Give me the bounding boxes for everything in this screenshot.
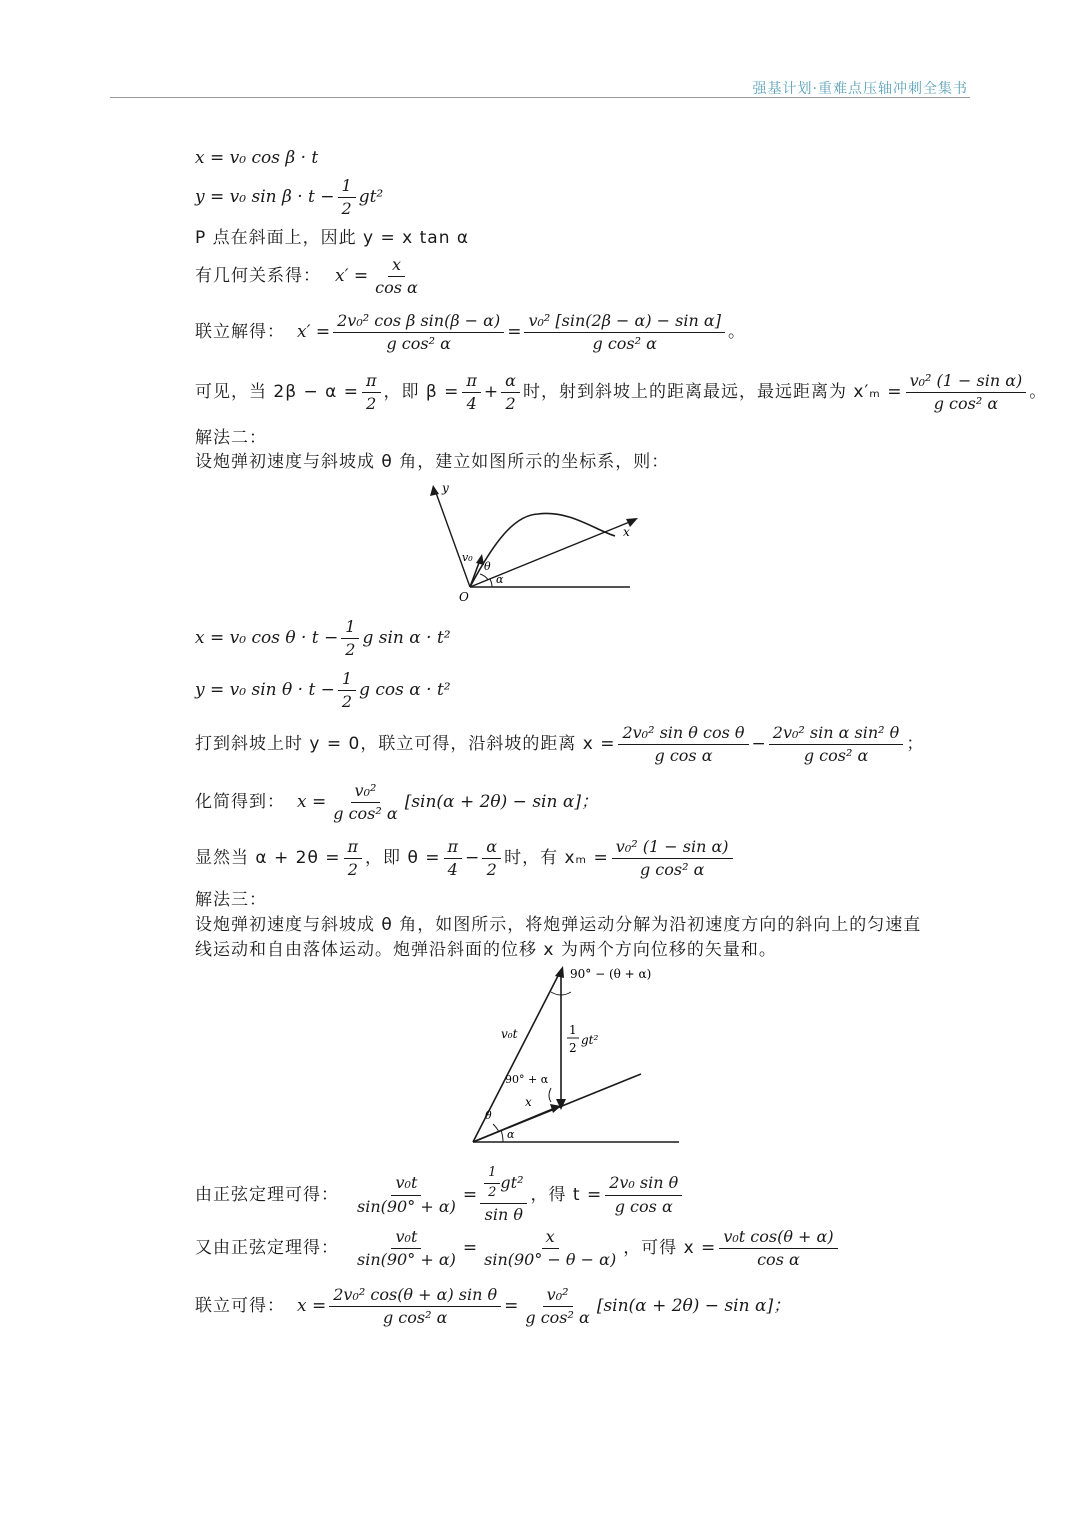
alpha-arc [490, 579, 492, 587]
frac-half-2: $\frac{1}{2}$ [341, 618, 359, 660]
label-theta-2: θ [485, 1109, 492, 1122]
y-axis-arrow [430, 485, 439, 496]
line-method2-result: 显然当 α + 2θ = $\frac{\pi}{2}$ ，即 θ = $\frac{\pi}{4}$ − $\frac{\alpha}{2}$ 时，有 xₘ = $\frac{\text{v₀² (1 − sin α)}}{\text{g cos² α}}$ [195, 838, 736, 880]
frac-sine-2c: $\frac{\text{v₀t cos(θ + α)}}{\text{cos α}}$ [719, 1228, 837, 1270]
trajectory-curve [470, 513, 615, 587]
alpha-arc-2 [501, 1130, 503, 1142]
header-title: 强基计划·重难点压轴冲刺全集书 [752, 81, 968, 97]
frac-max-2: $\frac{\text{v₀² (1 − sin α)}}{\text{g cos² α}}$ [612, 838, 733, 880]
label-half-num: 1 [569, 1023, 577, 1037]
label-top-angle: 90° − (θ + α) [570, 967, 652, 981]
frac-pi-2b: $\frac{\pi}{2}$ [344, 838, 363, 880]
frac-sine-1a: $\frac{\text{v₀t}}{\sin(90^\circ + \alpha)}$ [357, 1173, 456, 1216]
line-solve-1: 联立解得： x′ = $\frac{\text{2v₀² cos β sin(β − α)}}{\text{g cos² α}}$ = $\frac{\text{v₀² [sin(2β − α) − sin α]}}{\text{g cos² α}}$ 。 [195, 311, 745, 354]
frac-sine-1c: $\frac{\text{2v₀ sin θ}}{\text{g cos α}}$ [605, 1174, 682, 1216]
frac-solve-1a: $\frac{\text{2v₀² cos β sin(β − α)}}{\text{g cos² α}}$ [333, 312, 504, 354]
line-p-on-slope: P 点在斜面上，因此 y = x tan α [195, 228, 470, 248]
eq-y-beta-post: gt² [358, 187, 384, 208]
frac-final-b: $\frac{\text{v₀²}}{\text{g cos² α}}$ [525, 1285, 590, 1328]
eq-y-beta-pre: y = v₀ sin β · t − [195, 187, 335, 208]
eq-y-theta: y = v₀ sin θ · t − $\frac{1}{2}$ g cos α · t² [195, 669, 451, 712]
eq-x-beta: x = v₀ cos β · t [195, 148, 319, 168]
label-v0t: v₀t [501, 1027, 518, 1041]
label-x: x [623, 525, 630, 539]
frac-sine-2a: $\frac{\text{v₀t}}{\sin(90^\circ + \alpha)}$ [357, 1227, 456, 1270]
method-2-heading: 解法二： [195, 428, 267, 448]
line-sine-law-2: 又由正弦定理得： $\frac{\text{v₀t}}{\sin(90^\circ + \alpha)}$ = $\frac{x}{\sin(90^\circ - \theta - \alpha)}$ ，可得 x = $\frac{\text{v₀t cos(θ + α)}}{\text{cos α}}$ [195, 1228, 841, 1270]
method-2-intro: 设炮弹初速度与斜坡成 θ 角，建立如图所示的坐标系，则： [195, 452, 670, 472]
label-half-den: 2 [569, 1041, 577, 1055]
frac-half-3: $\frac{1}{2}$ [338, 670, 356, 712]
frac-x-cos: $\frac{x}{\text{cos α}}$ [375, 255, 418, 298]
label-y: y [442, 481, 449, 495]
label-alpha: α [496, 573, 504, 586]
label-gt2: gt² [581, 1033, 599, 1047]
theta-arc [480, 574, 488, 580]
theta-arc-2 [493, 1124, 499, 1132]
label-x-2: x [525, 1095, 532, 1109]
line-max-distance: 可见，当 2β − α = $\frac{\pi}{2}$ ，即 β = $\frac{\pi}{4}$ + $\frac{\alpha}{2}$ 时，射到斜坡上的距离最远，最远距离为 x′ₘ = $\frac{\text{v₀² (1 − sin α)}}{\text{g cos² α}}$ 。 [195, 371, 1047, 414]
line-simplify: 化简得到： x = $\frac{\text{v₀²}}{\text{g cos² α}}$ [sin(α + 2θ) − sin α]； [195, 781, 598, 824]
frac-alpha-2b: $\frac{\alpha}{2}$ [482, 838, 501, 880]
frac-sine-2b: $\frac{x}{\sin(90^\circ - \theta - \alpha)}$ [484, 1227, 617, 1270]
right-angle-arc [549, 1088, 551, 1102]
y-axis [435, 490, 470, 587]
v0-arrow [476, 554, 484, 565]
eq-y-beta [195, 177, 383, 219]
label-origin: O [459, 590, 469, 604]
frac-pi-2: $\frac{\pi}{2}$ [362, 372, 381, 414]
line-geometry: 有几何关系得： x′ = $\frac{x}{\text{cos α}}$ [195, 256, 425, 298]
method-3-heading: 解法三： [195, 890, 267, 910]
header-rule [110, 97, 970, 98]
line-sine-law-1: 由正弦定理可得： $\frac{\text{v₀t}}{\sin(90^\circ + \alpha)}$ = $\frac{1}{2}$ gt² sin θ ，得 t = $\frac{\text{2v₀ sin θ}}{\text{g cos α}}$ [195, 1166, 685, 1224]
line-slope-distance: 打到斜坡上时 y = 0，联立可得，沿斜坡的距离 x = $\frac{\text{2v₀² sin θ cos θ}}{\text{g cos α}}$ − $\frac{\text{2v₀² sin α sin² θ}}{\text{g cos² α}}$ ； [195, 723, 924, 766]
frac-half: $\frac{1}{2}$ [338, 177, 356, 219]
figure-coordinate-system [420, 480, 650, 610]
method-3-intro-1: 设炮弹初速度与斜坡成 θ 角，如图所示，将炮弹运动分解为沿初速度方向的斜向上的匀速直 [195, 915, 922, 935]
frac-final-a: $\frac{\text{2v₀² cos(θ + α) sin θ}}{\text{g cos² α}}$ [329, 1286, 501, 1328]
method-3-intro-2: 线运动和自由落体运动。炮弹沿斜面的位移 x 为两个方向位移的矢量和。 [195, 940, 777, 960]
frac-sine-1b: $\frac{1}{2}$ gt² sin θ [480, 1166, 527, 1224]
frac-solve-1b: $\frac{\text{v₀² [sin(2β − α) − sin α]}}{\text{g cos² α}}$ [524, 312, 724, 354]
label-90-plus-alpha: 90° + α [505, 1073, 549, 1086]
label-v0: v₀ [462, 551, 473, 564]
x-axis [470, 521, 632, 587]
frac-alpha-2: $\frac{\alpha}{2}$ [501, 372, 520, 414]
frac-simplify: $\frac{\text{v₀²}}{\text{g cos² α}}$ [333, 781, 398, 824]
frac-pi-4: $\frac{\pi}{4}$ [462, 372, 481, 414]
frac-slope-1: $\frac{\text{2v₀² sin θ cos θ}}{\text{g cos α}}$ [618, 724, 748, 766]
line-method3-result: 联立可得： x = $\frac{\text{2v₀² cos(θ + α) sin θ}}{\text{g cos² α}}$ = $\frac{\text{v₀²}}{\text{g cos² α}}$ [sin(α + 2θ) − sin α]； [195, 1285, 791, 1328]
label-theta: θ [484, 560, 491, 573]
frac-pi-4b: $\frac{\pi}{4}$ [444, 838, 463, 880]
v0t-arrow [555, 966, 564, 978]
frac-slope-2: $\frac{\text{2v₀² sin α sin² θ}}{\text{g cos² α}}$ [769, 724, 904, 766]
eq-x-theta: x = v₀ cos θ · t − $\frac{1}{2}$ g sin α · t² [195, 617, 451, 660]
label-alpha-2: α [507, 1128, 515, 1141]
frac-max: $\frac{\text{v₀² (1 − sin α)}}{\text{g cos² α}}$ [906, 372, 1027, 414]
figure-vector-triangle [465, 958, 685, 1148]
